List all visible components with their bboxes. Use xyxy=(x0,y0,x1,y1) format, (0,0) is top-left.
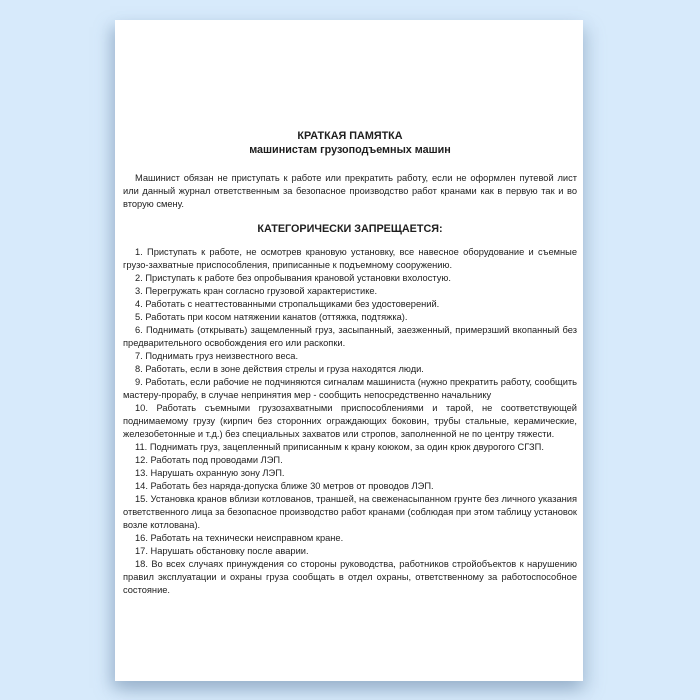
doc-subtitle: машинистам грузоподъемных машин xyxy=(249,144,451,156)
list-item: 14. Работать без наряда-допуска ближе 30 метров от проводов ЛЭП. xyxy=(135,481,434,491)
document-content xyxy=(115,20,583,597)
list-item: 13. Нарушать охранную зону ЛЭП. xyxy=(135,468,285,478)
list-item: 3. Перегружать кран согласно грузовой характеристике. xyxy=(135,286,378,296)
list-item: 11. Поднимать груз, зацепленный приписанным к крану коюком, за один крюк двурогого СГЗП. xyxy=(135,442,544,452)
list-item: 15. Установка кранов вблизи котлованов, траншей, на свеженасыпанном грунте без личного указания ответственного лица за безопасное производство работ кранами (соблюдая при этом таблицу установок возле котлована). xyxy=(123,494,577,530)
list-item: 9. Работать, если рабочие не подчиняются сигналам машиниста (нужно прекратить работу, сообщить мастеру-прорабу, в случае непринятия мер - сообщить непосредственно начальнику xyxy=(123,377,577,400)
list-item: 7. Поднимать груз неизвестного веса. xyxy=(135,351,299,361)
list-item: 4. Работать с неаттестованными стропальщиками без удостоверений. xyxy=(135,299,440,309)
doc-title: КРАТКАЯ ПАМЯТКА xyxy=(297,130,403,142)
section-heading: КАТЕГОРИЧЕСКИ ЗАПРЕЩАЕТСЯ: xyxy=(257,223,443,235)
list-item: 8. Работать, если в зоне действия стрелы и груза находятся люди. xyxy=(135,364,424,374)
prohibition-list xyxy=(123,246,577,597)
list-item: 6. Поднимать (открывать) защемленный груз, засыпанный, заезженный, примерзший вкопанный без предварительного освобождения его или раскопки. xyxy=(123,325,577,348)
list-item: 2. Приступать к работе без опробывания крановой установки вхолостую. xyxy=(135,273,451,283)
list-item: 18. Во всех случаях принуждения со стороны руководства, работников стройобъектов к нарушению правил эксплуатации и охраны груза сообщать в отдел охраны, ответственному за работоспособное состояние. xyxy=(123,559,577,595)
list-item: 17. Нарушать обстановку после аварии. xyxy=(135,546,309,556)
document-page xyxy=(115,20,583,681)
list-item: 10. Работать съемными грузозахватными приспособлениями и тарой, не соответствующей поднимаемому грузу (кирпич без сторонних ограждающих боковин, трубы стальные, керамические, железобетонные и т.д.) без специальных захватов или стропов, заполненной не по центру тяжести. xyxy=(123,403,577,439)
list-item: 5. Работать при косом натяжении канатов (оттяжка, подтяжка). xyxy=(135,312,408,322)
list-item: 1. Приступать к работе, не осмотрев крановую установку, все навесное оборудование и съемные грузо-захватные приспособления, приписанные к подъемному сооружению. xyxy=(123,247,577,270)
list-item: 16. Работать на технически неисправном кране. xyxy=(135,533,344,543)
list-item: 12. Работать под проводами ЛЭП. xyxy=(135,455,283,465)
intro-paragraph: Машинист обязан не приступать к работе или прекратить работу, если не оформлен путевой лист или данный журнал ответственным за безопасное производство работ кранами как в первую так и во вторую смену. xyxy=(123,173,577,209)
